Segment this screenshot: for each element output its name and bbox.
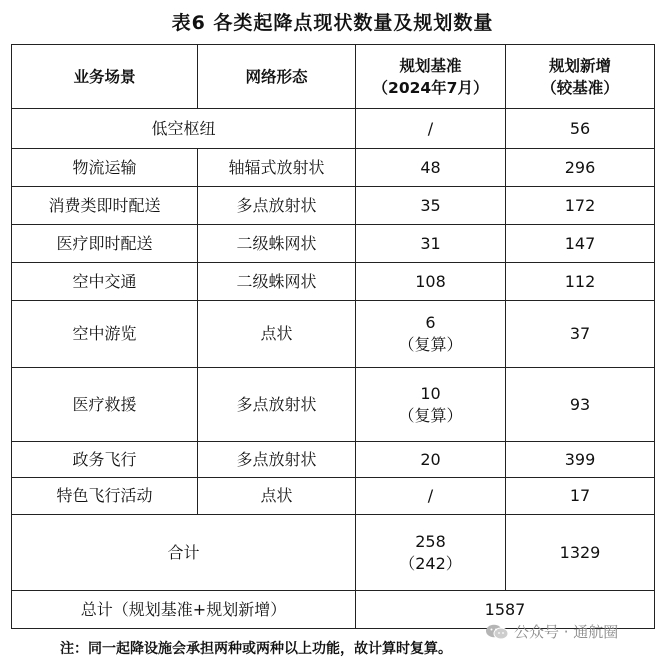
header-added-line2: （较基准） — [541, 78, 619, 97]
table-row — [12, 225, 655, 263]
cell-added: 296 — [506, 149, 655, 187]
cell-network: 多点放射状 — [198, 368, 356, 442]
cell-network: 轴辐式放射状 — [198, 149, 356, 187]
header-row — [12, 45, 655, 109]
cell-baseline — [356, 301, 506, 368]
cell-added: 147 — [506, 225, 655, 263]
footnote: 注：同一起降设施会承担两种或两种以上功能，故计算时复算。 — [60, 641, 452, 657]
cell-baseline: / — [356, 478, 506, 515]
cell-baseline: 20 — [356, 442, 506, 478]
cell-baseline — [356, 368, 506, 442]
subtotal-label: 合计 — [12, 515, 356, 591]
cell-network: 多点放射状 — [198, 442, 356, 478]
subtotal-baseline-value: 258 — [415, 531, 446, 551]
header-baseline — [356, 45, 506, 109]
header-baseline-line2: （2024年7月） — [372, 78, 489, 97]
cell-business: 空中交通 — [12, 263, 198, 301]
total-value: 1587 — [356, 591, 655, 629]
cell-added: 93 — [506, 368, 655, 442]
cell-added: 17 — [506, 478, 655, 515]
cell-network: 点状 — [198, 301, 356, 368]
cell-network: 点状 — [198, 478, 356, 515]
cell-business: 特色飞行活动 — [12, 478, 198, 515]
cell-baseline-value: 6 — [425, 313, 436, 332]
cell-added: 56 — [506, 109, 655, 149]
cell-baseline: 31 — [356, 225, 506, 263]
total-label: 总计（规划基准+规划新增） — [12, 591, 356, 629]
table-row — [12, 149, 655, 187]
subtotal-added: 1329 — [506, 515, 655, 591]
table-row — [12, 109, 655, 149]
cell-added: 37 — [506, 301, 655, 368]
subtotal-row — [12, 515, 655, 591]
cell-business: 医疗救援 — [12, 368, 198, 442]
cell-added: 399 — [506, 442, 655, 478]
table-row — [12, 263, 655, 301]
header-added — [506, 45, 655, 109]
header-network: 网络形态 — [198, 45, 356, 109]
cell-baseline-note: （复算） — [398, 335, 463, 354]
cell-network: 二级蛛网状 — [198, 263, 356, 301]
cell-baseline-value: 10 — [420, 383, 441, 403]
subtotal-baseline-note: （242） — [399, 553, 462, 573]
cell-business: 政务飞行 — [12, 442, 198, 478]
cell-business: 空中游览 — [12, 301, 198, 368]
table-row — [12, 301, 655, 368]
header-added-line1: 规划新增 — [548, 56, 611, 75]
cell-baseline: 108 — [356, 263, 506, 301]
wechat-icon — [485, 624, 509, 640]
data-table — [11, 44, 655, 629]
cell-baseline-note: （复算） — [398, 405, 463, 425]
cell-business: 医疗即时配送 — [12, 225, 198, 263]
cell-network: 二级蛛网状 — [198, 225, 356, 263]
header-baseline-line1: 规划基准 — [399, 56, 462, 75]
cell-baseline: / — [356, 109, 506, 149]
cell-network: 多点放射状 — [198, 187, 356, 225]
header-business: 业务场景 — [12, 45, 198, 109]
cell-added: 172 — [506, 187, 655, 225]
cell-business: 物流运输 — [12, 149, 198, 187]
cell-baseline: 35 — [356, 187, 506, 225]
subtotal-baseline — [356, 515, 506, 591]
table-row — [12, 478, 655, 515]
cell-business: 低空枢纽 — [12, 109, 356, 149]
table-row — [12, 442, 655, 478]
watermark — [485, 621, 618, 642]
cell-baseline: 48 — [356, 149, 506, 187]
table-row — [12, 187, 655, 225]
table-title: 表6 各类起降点现状数量及规划数量 — [171, 12, 494, 34]
cell-business: 消费类即时配送 — [12, 187, 198, 225]
cell-added: 112 — [506, 263, 655, 301]
watermark-text: 公众号 · 通航圈 — [514, 623, 619, 641]
table-row — [12, 368, 655, 442]
